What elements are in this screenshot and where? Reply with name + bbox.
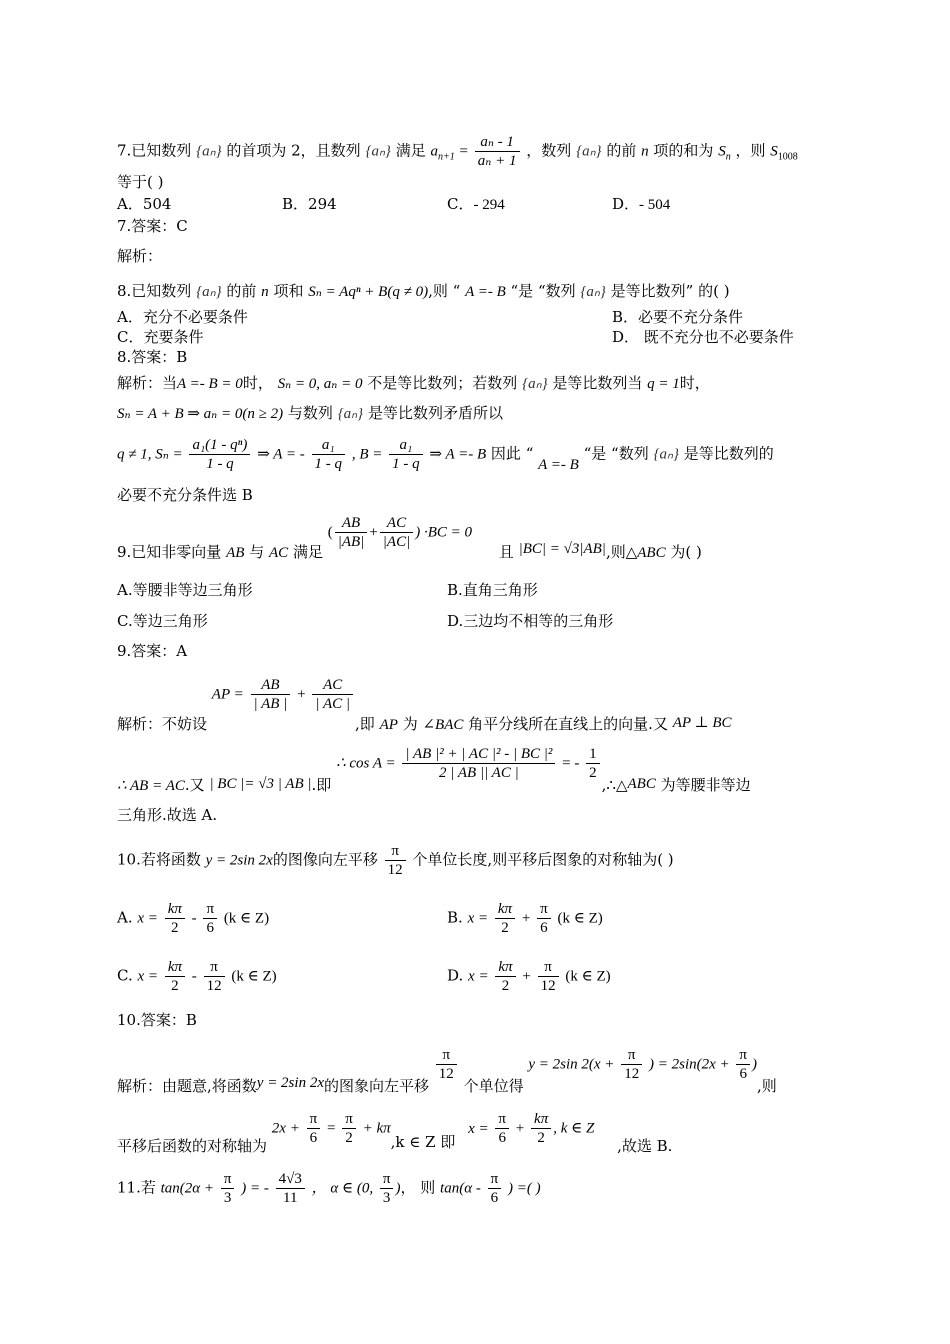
q7-seq: {aₙ} xyxy=(196,143,222,160)
q9-frac-den: | AB | xyxy=(253,696,288,712)
q10-frac-den: 12 xyxy=(540,978,556,994)
q7-option-d-label: D． xyxy=(612,195,640,213)
q8-frac-den: 1 - q xyxy=(392,456,420,472)
q8-frac-3 xyxy=(389,436,423,473)
q8-stem xyxy=(117,281,730,302)
q7-option-c-label: C． xyxy=(447,195,474,213)
q10-option-d xyxy=(447,958,611,995)
q7-S: S xyxy=(718,143,726,160)
q10-math: x = xyxy=(468,1120,489,1137)
q9-frac-num: 1 xyxy=(586,745,600,764)
q10-frac-num: π xyxy=(342,1110,356,1129)
q7-analysis: 解析： xyxy=(117,247,163,265)
q10-opt-tail: (k ∈ Z) xyxy=(557,910,603,927)
q9-half-frac xyxy=(586,745,600,782)
q10-text: 平移后函数的对称轴为 xyxy=(117,1136,268,1155)
q9-ana-frac-2 xyxy=(312,676,353,713)
q9-option-c: C.等边三角形 xyxy=(117,612,208,630)
q10-text: ,故选 B. xyxy=(617,1136,673,1155)
q10-frac-den: 6 xyxy=(498,1130,506,1146)
q10-text: ,k ∈ Z 即 xyxy=(390,1132,456,1151)
q10-math: + kπ xyxy=(362,1120,391,1137)
q11-frac-num: π xyxy=(221,1170,235,1189)
q9-text: .又 xyxy=(184,775,205,794)
q8-text: ,则 “ xyxy=(428,282,461,300)
q10-math: y = 2sin 2(x + xyxy=(528,1056,615,1073)
q9-math: = - xyxy=(562,755,580,772)
q8-text: 是等比数列当 xyxy=(552,374,643,392)
q10-frac-num: π xyxy=(436,1046,457,1065)
q9-text: .即 xyxy=(311,775,332,794)
q10-math: = xyxy=(326,1120,336,1137)
q9-option-b: B.直角三角形 xyxy=(447,581,538,599)
q7-rec-den: aₙ + 1 xyxy=(477,153,517,169)
q11-math: ) xyxy=(395,1180,401,1197)
q10-math: + xyxy=(515,1120,525,1137)
q8-text: “是 “数列 xyxy=(583,444,649,463)
q10-opt-label: B. xyxy=(447,908,463,927)
q11-math: tan(α - xyxy=(440,1180,481,1197)
q9-math: AP = xyxy=(211,686,244,703)
q10-option-b xyxy=(447,900,603,937)
q10-opt-tail: (k ∈ Z) xyxy=(231,968,277,985)
q9-frac-num: AC xyxy=(380,514,413,533)
q7-rec-lhs: a xyxy=(430,143,439,160)
q10-shift-frac xyxy=(385,842,406,879)
q8-math: Sₙ = A + B ⇒ aₙ = 0(n ≥ 2) xyxy=(117,406,284,422)
q10-opt-op: - xyxy=(191,910,197,927)
q8-text: 与数列 xyxy=(287,404,333,422)
q9-abc: ABC xyxy=(637,544,666,561)
q11-stem xyxy=(117,1170,541,1207)
q9-text: ,∴△ xyxy=(601,775,628,794)
q10-analysis-line2 xyxy=(117,1110,673,1155)
q10-frac-den: 12 xyxy=(387,862,403,878)
q11-frac-den: 11 xyxy=(283,1190,298,1206)
q10-frac-num: π xyxy=(537,900,551,919)
q8-option-a: A．充分不必要条件 xyxy=(117,308,248,326)
q11-frac-num: π xyxy=(380,1170,394,1189)
q8-frac-den: 1 - q xyxy=(206,456,234,472)
q8-math: A =- B = 0 xyxy=(177,376,243,392)
q9-frac-den: 2 xyxy=(589,765,597,781)
q10-frac-num: π xyxy=(736,1046,750,1065)
q9-plus: + xyxy=(369,524,378,541)
q11-math: tan(2α + xyxy=(160,1180,215,1197)
q10-text: 的图象向左平移 xyxy=(323,1076,429,1095)
q7-S1008-sub: 1008 xyxy=(777,151,798,163)
q9-frac-num: AC xyxy=(312,676,353,695)
q9-analysis-line1: 解析：不妨设 AP = $\frac{AB}{| AB |}$ + $\frac{AC}{| AC |}$ ,即 AP 为 ∠BAC 角平分线所在直线上的向量.又 AP ⊥ BC xyxy=(117,677,732,733)
q10-text: 10.若将函数 xyxy=(117,850,201,869)
q8-analysis-line4: 必要不充分条件选 B xyxy=(117,486,253,504)
q9-math: ∴ cos A = xyxy=(336,755,396,772)
q7-stem-line1 xyxy=(117,133,798,170)
q8-seq: {aₙ} xyxy=(653,446,679,463)
q11-frac-num: π xyxy=(488,1170,502,1189)
q10-opt-label: C. xyxy=(117,966,133,985)
q7-S1008: S xyxy=(770,143,778,160)
q10-opt-math: x = xyxy=(137,910,158,927)
q9-frac-den: 2 | AB || AC | xyxy=(439,765,519,781)
q8-text: 项和 xyxy=(273,282,304,300)
q10-opt-label: A. xyxy=(117,908,133,927)
q10-frac-den: 2 xyxy=(501,978,510,994)
q7-n: n xyxy=(641,143,649,160)
q10-frac-num: kπ xyxy=(495,958,515,977)
q8-n: n xyxy=(261,284,269,300)
q7-answer: 7.答案：C xyxy=(117,217,188,235)
q8-math: , B = xyxy=(351,446,383,463)
q9-cond-tail: ) ·BC = 0 xyxy=(415,524,473,541)
q10-opt-op: + xyxy=(522,968,531,985)
q10-frac-den: 6 xyxy=(540,920,548,936)
q10-math: ) = 2sin(2x + xyxy=(648,1056,730,1073)
q10-option-c xyxy=(117,958,277,995)
q7-rec-eq: = xyxy=(459,143,469,160)
q9-analysis-line3: 三角形.故选 A. xyxy=(117,806,218,824)
q11-text: 11.若 xyxy=(117,1178,156,1197)
q7-option-c-value: - 294 xyxy=(473,197,505,213)
q7-text: 的前 xyxy=(606,141,637,160)
q8-text: 是等比数列” 的( ) xyxy=(610,282,730,300)
q7-S-sub: n xyxy=(725,151,731,163)
q9-option-a: A.等腰非等边三角形 xyxy=(117,581,253,599)
q10-frac-num: kπ xyxy=(495,900,515,919)
q10-frac-num: π xyxy=(495,1110,509,1129)
q8-analysis-line2 xyxy=(117,403,503,424)
q10-text: 的图像向左平移 xyxy=(272,850,378,869)
q9-frac-num: AB xyxy=(335,514,368,533)
q10-math: , k ∈ Z xyxy=(553,1120,595,1137)
q7-text: 项的和为 xyxy=(653,141,714,160)
q11-math: ) = - xyxy=(241,1180,269,1197)
q10-func: y = 2sin 2x xyxy=(205,852,273,869)
q10-opt-math: x = xyxy=(468,968,489,985)
q10-math: 2x + xyxy=(271,1120,300,1137)
q10-text: 个单位长度,则平移后图象的对称轴为( ) xyxy=(412,850,674,869)
q10-opt-op: + xyxy=(521,910,531,927)
q10-text: 解析：由题意,将函数 xyxy=(117,1076,257,1095)
q8-text: 的前 xyxy=(226,282,257,300)
q9-option-d: D.三边均不相等的三角形 xyxy=(447,612,614,630)
q10-frac-den: 2 xyxy=(171,920,179,936)
q7-seq: {aₙ} xyxy=(365,143,391,160)
q10-frac-num: kπ xyxy=(165,958,185,977)
q8-text: 解析：当 xyxy=(117,374,178,392)
q10-text: ,则 xyxy=(757,1076,777,1095)
q9-text: ,则△ xyxy=(605,542,638,561)
q8-math: Sₙ = 0, aₙ = 0 xyxy=(277,376,363,392)
q11-frac-den: 6 xyxy=(490,1190,499,1206)
q9-cos-frac xyxy=(402,745,555,782)
q10-frac-num: π xyxy=(307,1110,321,1129)
q9-math: ABC xyxy=(627,775,656,792)
q10-frac-num: π xyxy=(385,842,406,861)
q8-analysis-line3 xyxy=(117,436,774,473)
q10-frac-den: 2 xyxy=(537,1130,545,1146)
q10-frac-num: kπ xyxy=(531,1110,551,1129)
q9-text: 且 xyxy=(498,542,514,561)
q7-text: ，数列 xyxy=(526,141,572,160)
q10-frac-num: π xyxy=(538,958,559,977)
q9-text: 为( ) xyxy=(670,542,702,561)
q8-text: 是等比数列矛盾所以 xyxy=(367,404,503,422)
q10-math: y = 2sin 2x xyxy=(256,1074,324,1091)
q8-text: 时， xyxy=(679,374,710,392)
q8-text: 因此 “ xyxy=(490,444,534,463)
q11-math: ， α ∈ (0, xyxy=(311,1180,374,1197)
q9-vec-ab: AB xyxy=(226,544,245,561)
q7-rec-fraction xyxy=(475,133,520,170)
q9-text: 解析：不妨设 xyxy=(117,714,208,733)
q8-math: ⇒ A =- B xyxy=(429,446,487,463)
q10-frac-den: 2 xyxy=(345,1130,353,1146)
q10-frac-num: π xyxy=(203,900,217,919)
q10-option-a xyxy=(117,900,269,937)
q9-math: | BC |= √3 | AB | xyxy=(209,775,312,792)
q7-option-a: A．504 xyxy=(117,195,172,213)
q8-text: 不是等比数列；若数列 xyxy=(367,374,518,392)
q8-seq: {aₙ} xyxy=(580,284,606,300)
q11-math: ) =( ) xyxy=(507,1180,541,1197)
q9-text: 满足 xyxy=(292,542,323,561)
q10-opt-math: x = xyxy=(137,968,159,985)
q9-frac-den: |AB| xyxy=(337,534,365,550)
q8-cond: A =- B xyxy=(538,456,579,473)
q8-option-c: C．充要条件 xyxy=(117,328,204,346)
q10-text: 个单位得 xyxy=(463,1076,524,1095)
q9-vec-ac: AC xyxy=(269,544,289,561)
q10-math: ) xyxy=(752,1056,757,1073)
q9-ana-frac-1 xyxy=(251,676,291,713)
q8-analysis-line1 xyxy=(117,373,710,394)
q7-option-b: B．294 xyxy=(282,195,337,213)
q8-option-d: D． 既不充分也不必要条件 xyxy=(612,328,794,346)
q11-frac-den: 3 xyxy=(382,1190,391,1206)
q9-math: ∴ AB = AC xyxy=(117,777,185,794)
q9-text: 角平分线所在直线上的向量.又 xyxy=(468,714,668,733)
q11-frac-num: 4√3 xyxy=(276,1170,305,1189)
q10-opt-op: - xyxy=(191,968,197,985)
q10-frac-den: 12 xyxy=(206,978,222,994)
q11-text: ， 则 xyxy=(400,1178,436,1197)
q7-option-d xyxy=(612,194,670,215)
q8-seq: {aₙ} xyxy=(337,406,364,422)
q8-text: “是 “数列 xyxy=(510,282,576,300)
q9-text: 为 xyxy=(402,714,418,733)
q8-formula: Sₙ = Aqⁿ + B(q ≠ 0) xyxy=(308,284,429,300)
q8-text: 8.已知数列 xyxy=(117,282,192,300)
q9-cond-frac-2 xyxy=(380,514,413,551)
q9-cond2: |BC| = √3|AB| xyxy=(518,540,606,557)
q10-frac-den: 6 xyxy=(309,1130,318,1146)
q10-frac-num: π xyxy=(621,1046,642,1065)
q8-math: ⇒ A = - xyxy=(257,446,305,463)
q7-option-c xyxy=(447,194,505,215)
q7-text: ，则 xyxy=(735,141,766,160)
q7-seq: {aₙ} xyxy=(576,143,602,160)
q9-frac-num: AB xyxy=(251,676,291,695)
q9-text: 为等腰非等边 xyxy=(660,775,751,794)
q7-text: 的首项为 2，且数列 xyxy=(226,141,361,160)
q9-cond-frac-1 xyxy=(335,514,368,551)
q10-opt-tail: (k ∈ Z) xyxy=(565,968,611,985)
q9-math: AP xyxy=(379,716,398,733)
q10-frac-den: 6 xyxy=(739,1066,747,1082)
q10-frac-den: 6 xyxy=(206,920,214,936)
q11-frac-den: 3 xyxy=(223,1190,232,1206)
q9-frac-num: | AB |² + | AC |² - | BC |² xyxy=(402,745,555,764)
q9-text: 9.已知非零向量 xyxy=(117,542,222,561)
q7-stem-line2: 等于( ) xyxy=(117,173,164,191)
q8-seq: {aₙ} xyxy=(522,376,548,392)
q7-option-d-value: - 504 xyxy=(639,197,671,213)
q9-frac-den: |AC| xyxy=(382,534,411,550)
q10-frac-num: π xyxy=(204,958,225,977)
q10-frac-den: 12 xyxy=(624,1066,640,1082)
q7-text: 满足 xyxy=(395,141,426,160)
q8-frac-1 xyxy=(189,436,250,473)
q8-frac-num: a₁ xyxy=(389,436,423,455)
q8-seq: {aₙ} xyxy=(196,284,222,300)
q7-text: 7.已知数列 xyxy=(117,141,192,160)
q10-stem xyxy=(117,842,674,879)
q8-math: q = 1 xyxy=(647,376,680,392)
q8-text: 时， xyxy=(242,374,273,392)
q9-frac-den: | AC | xyxy=(315,696,351,712)
q10-frac-num: kπ xyxy=(165,900,185,919)
q8-math: q ≠ 1, Sₙ = xyxy=(117,446,183,463)
q9-analysis-line2 xyxy=(117,745,751,794)
q10-frac-den: 12 xyxy=(438,1066,454,1082)
q10-opt-tail: (k ∈ Z) xyxy=(223,910,270,927)
q10-frac-den: 2 xyxy=(171,978,179,994)
q10-answer: 10.答案：B xyxy=(117,1011,197,1029)
q8-frac-2 xyxy=(312,436,346,473)
q8-frac-den: 1 - q xyxy=(314,456,343,472)
q7-rec-lhs-sub: n+1 xyxy=(438,151,455,163)
q9-stem: 9.已知非零向量 AB 与 AC 满足 ( $\frac{AB}{|AB|}$ + $\frac{AC}{|AC|}$ ) ·BC = 0 且 |BC| = √3|AB|,则△ABC 为( ) xyxy=(117,515,702,561)
q10-analysis-line1 xyxy=(117,1046,777,1095)
q10-frac-den: 2 xyxy=(501,920,509,936)
q8-answer: 8.答案：B xyxy=(117,348,188,366)
q9-math: ∠BAC xyxy=(422,716,464,733)
q10-opt-math: x = xyxy=(467,910,489,927)
q8-frac-num: a₁ xyxy=(312,436,346,455)
q8-text: 是等比数列的 xyxy=(683,444,774,463)
q8-frac-num: a₁(1 - qⁿ) xyxy=(189,436,250,455)
q7-rec-num: aₙ - 1 xyxy=(475,133,520,152)
q8-cond: A =- B xyxy=(465,284,506,300)
q10-opt-label: D. xyxy=(447,966,464,985)
q9-text: 与 xyxy=(249,542,265,561)
q9-math: AP ⊥ BC xyxy=(672,714,732,731)
q9-text: ,即 xyxy=(355,714,375,733)
q9-answer: 9.答案：A xyxy=(117,642,188,660)
q8-option-b: B．必要不充分条件 xyxy=(612,308,744,326)
